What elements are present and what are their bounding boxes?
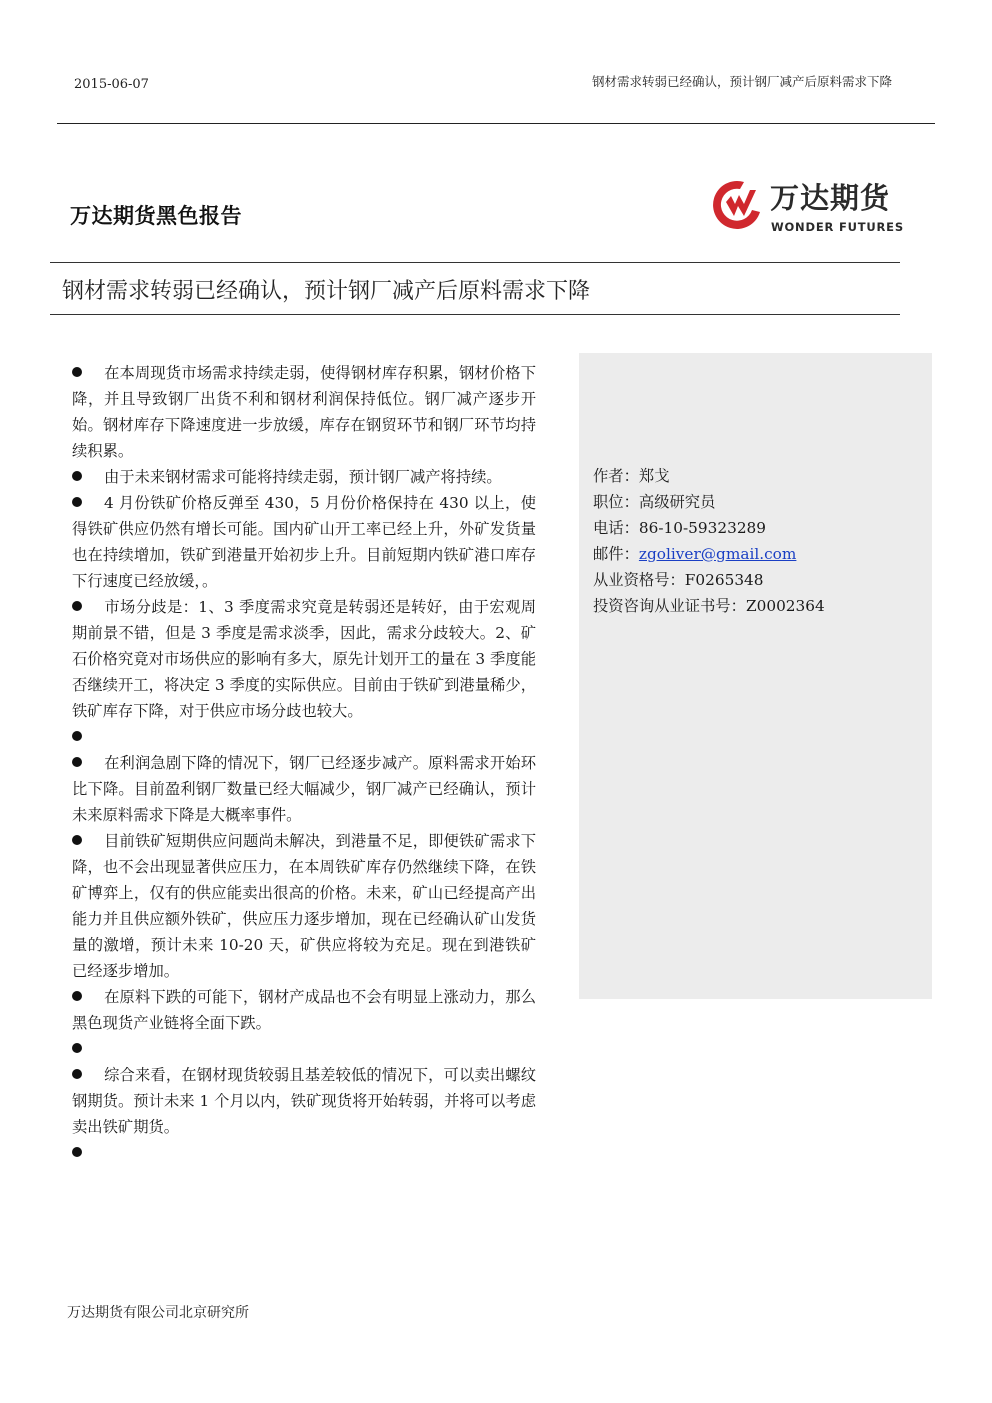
email-label: 邮件： xyxy=(593,545,639,563)
bullet-item: 在本周现货市场需求持续走弱，使得钢材库存积累，钢材价格下降，并且导致钢厂出货不利和钢材利润保持低位。钢厂减产逐步开始。钢材库存下降速度进一步放缓，库存在钢贸环节和钢厂环节均持续积累。 xyxy=(72,364,536,460)
author-info xyxy=(593,463,825,619)
bullet-icon xyxy=(72,471,82,481)
bullet-item: 由于未来钢材需求可能将持续走弱，预计钢厂减产将持续。 xyxy=(72,464,536,490)
bullet-item: 在原料下跌的可能下，钢材产成品也不会有明显上涨动力，那么黑色现货产业链将全面下跌。 xyxy=(72,988,536,1032)
footer-org: 万达期货有限公司北京研究所 xyxy=(67,1305,249,1321)
bullet-icon xyxy=(72,497,82,507)
company-logo xyxy=(706,176,916,236)
headline-bottom-rule xyxy=(50,314,900,315)
author-title: 职位：高级研究员 xyxy=(593,493,716,511)
bullet-item: 在利润急剧下降的情况下，钢厂已经逐步减产。原料需求开始环比下降。目前盈利钢厂数量已经大幅减少，钢厂减产已经确认，预计未来原料需求下降是大概率事件。 xyxy=(72,754,536,824)
bullet-item-empty xyxy=(72,1036,536,1062)
author-consult-license: 投资咨询从业证书号：Z0002364 xyxy=(593,597,825,615)
bullet-item: 4 月份铁矿价格反弹至 430，5 月份价格保持在 430 以上，使得铁矿供应仍然有增长可能。国内矿山开工率已经上升，外矿发货量也在持续增加，铁矿到港量开始初步上升。目前短期内铁矿港口库存下行速度已经放缓，。 xyxy=(72,494,536,590)
wonder-futures-logo-icon xyxy=(706,176,766,236)
author-email-row xyxy=(593,541,825,567)
report-headline: 钢材需求转弱已经确认，预计钢厂减产后原料需求下降 xyxy=(62,279,591,304)
header-rule xyxy=(57,123,935,124)
bullet-icon xyxy=(72,731,82,741)
headline-top-rule xyxy=(50,262,900,263)
author-name: 作者：郑戈 xyxy=(593,467,670,485)
report-name: 万达期货黑色报告 xyxy=(70,204,242,228)
bullet-icon xyxy=(72,601,82,611)
logo-en-text: WONDER FUTURES xyxy=(771,220,904,234)
bullet-icon xyxy=(72,1147,82,1157)
bullet-item-empty xyxy=(72,1140,536,1166)
summary-bullets xyxy=(72,360,536,1166)
bullet-item: 目前铁矿短期供应问题尚未解决，到港量不足，即便铁矿需求下降，也不会出现显著供应压力，在本周铁矿库存仍然继续下降，在铁矿博弈上，仅有的供应能卖出很高的价格。未来，矿山已经提高产出能力并且供应额外铁矿，供应压力逐步增加，现在已经确认矿山发货量的激增，预计未来 10-20 天，矿供应将较为充足。现在到港铁矿已经逐步增加。 xyxy=(72,832,536,980)
bullet-icon xyxy=(72,1043,82,1053)
author-phone: 电话：86-10-59323289 xyxy=(593,519,767,537)
header-running-title: 钢材需求转弱已经确认，预计钢厂减产后原料需求下降 xyxy=(591,74,892,89)
bullet-icon xyxy=(72,835,82,845)
logo-cn-text: 万达期货 xyxy=(770,181,891,215)
author-license: 从业资格号：F0265348 xyxy=(593,571,764,589)
bullet-icon xyxy=(72,1069,82,1079)
author-email-link[interactable]: zgoliver@gmail.com xyxy=(638,545,797,563)
bullet-icon xyxy=(72,757,82,767)
bullet-item-empty xyxy=(72,724,536,750)
author-sidebar xyxy=(579,353,932,999)
bullet-icon xyxy=(72,367,82,377)
bullet-item: 综合来看，在钢材现货较弱且基差较低的情况下，可以卖出螺纹钢期货。预计未来 1 个月以内，铁矿现货将开始转弱，并将可以考虑卖出铁矿期货。 xyxy=(72,1066,536,1136)
bullet-icon xyxy=(72,991,82,1001)
bullet-item: 市场分歧是：1、3 季度需求究竟是转弱还是转好，由于宏观周期前景不错，但是 3 季度是需求淡季，因此，需求分歧较大。2、矿石价格究竟对市场供应的影响有多大，原先计划开工的量在 3 季度能否继续开工，将决定 3 季度的实际供应。目前由于铁矿到港量稀少，铁矿库存下降，对于供应市场分歧也较大。 xyxy=(72,598,536,720)
header-date: 2015-06-07 xyxy=(74,77,149,92)
